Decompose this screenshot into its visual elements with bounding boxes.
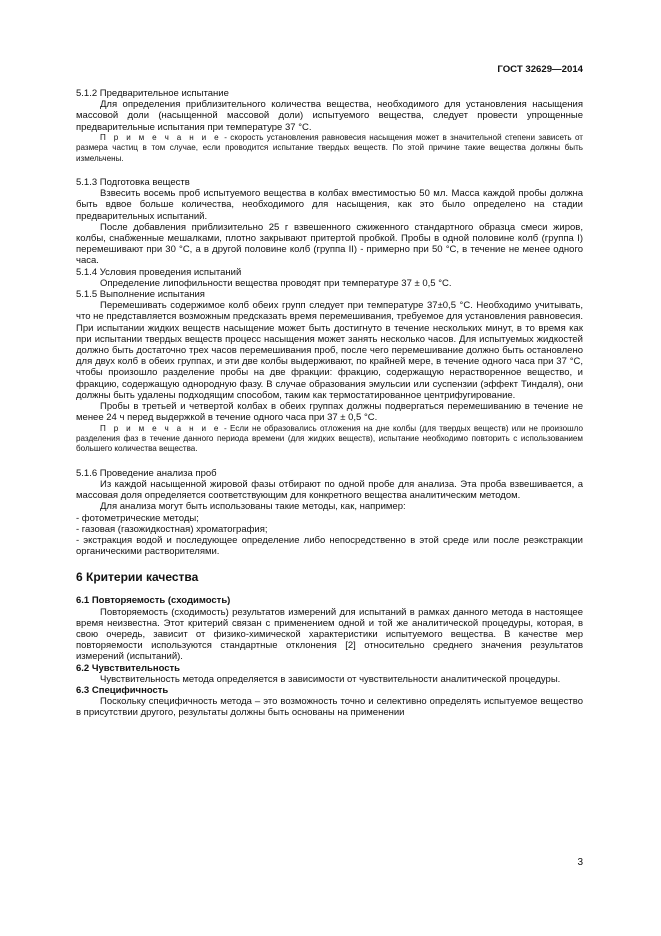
section-6-heading: 6 Критерии качества bbox=[76, 570, 199, 585]
section-5-1-4-title: 5.1.4 Условия проведения испытаний bbox=[76, 266, 242, 278]
section-5-1-2-text: Для определения приблизительного количества вещества, необходимого для установления насыщения массовой доли (насыщенной массовой доли) испытуемого вещества, следует провести упрощенные предварительные испытания при температуре 37 °С. bbox=[76, 99, 583, 133]
section-5-1-5-text-2: Пробы в третьей и четвертой колбах в обеих группах должны подвергаться перемешиванию в течение не менее 24 ч перед выдержкой в течение одного часа при 37 ± 0,5 °С. bbox=[76, 401, 583, 424]
section-6-1-heading: 6.1 Повторяемость (сходимость) bbox=[76, 595, 231, 607]
section-5-1-6-text-2: Для анализа могут быть использованы такие методы, как, например: bbox=[100, 501, 406, 513]
note-text: - Если не образовались отложения на дне колбы (для твердых веществ) или не произошло разделения фаз в течение данного периода времени (для жидких веществ), испытание необходимо повторить с использованием большего количества вещества. bbox=[76, 423, 583, 454]
section-6-3-heading: 6.3 Специфичность bbox=[76, 684, 169, 696]
page-number: 3 bbox=[577, 857, 583, 868]
section-6-1-text: Повторяемость (сходимость) результатов измерений для испытаний в рамках данного метода в настоящее время неизвестна. Этот критерий связан с применением одной и той же аналитической процедуры, которая, в свою очередь, зависит от физико-химической характеристики испытуемого вещества. В качестве мер повторяемости используются стандартные отклонения [2] относительно среднего значения результатов измерений (испытаний). bbox=[76, 606, 583, 663]
spacer bbox=[76, 584, 583, 595]
page-content bbox=[76, 88, 583, 719]
note-text: - скорость установления равновесия насыщения может в значительной степени зависеть от размера частиц в том случае, если проводится испытание твердых веществ. По этой причине такие вещества должны быть измельчены. bbox=[76, 132, 583, 163]
document-code: ГОСТ 32629—2014 bbox=[497, 64, 583, 75]
section-5-1-2-title: 5.1.2 Предварительное испытание bbox=[76, 88, 229, 99]
spacer bbox=[76, 557, 583, 570]
section-5-1-5-note bbox=[76, 424, 583, 455]
section-5-1-3-text-2: После добавления приблизительно 25 г взвешенного сжиженного стандартного образца смеси жиров, колбы, снабженные мешалками, плотно закрывают притертой пробкой. Пробы в одной половине колб (группа I) перемешивают при 30 °С, а в другой половине колб (группа II) - примерно при 50 °С, в течение не менее одного часа. bbox=[76, 221, 583, 267]
section-5-1-3-title: 5.1.3 Подготовка веществ bbox=[76, 177, 190, 189]
section-5-1-6-text-1: Из каждой насыщенной жировой фазы отбирают по одной пробе для анализа. Эта проба взвешивается, а массовая доля определяется соответствующим для конкретного вещества аналитическим методом. bbox=[76, 478, 583, 502]
section-6-2-text: Чувствительность метода определяется в зависимости от чувствительности аналитической процедуры. bbox=[100, 673, 561, 685]
list-item: - газовая (газожидкостная) хроматография; bbox=[76, 523, 268, 535]
list-item: - экстракция водой и последующее определение либо непосредственно в этой среде или после реэкстракции органическими растворителями. bbox=[76, 534, 583, 558]
section-5-1-6-title: 5.1.6 Проведение анализа проб bbox=[76, 467, 217, 479]
list-item: - фотометрические методы; bbox=[76, 512, 199, 524]
section-5-1-5-text-1: Перемешивать содержимое колб обеих групп следует при температуре 37±0,5 °С. Необходимо учитывать, что не представляется возможным предсказать время перемешивания, требуемое для установления равновесия. При испытании жидких веществ насыщение может быть достигнуто в течение нескольких минут, в то время как при испытании твердых веществ процесс насыщения может занять несколько часов. Для испытуемых жидкостей должно быть достаточно трех часов перемешивания проб, после чего перемешивание должно быть остановлено для двух колб в обеих группах, и эти две колбы выдерживают, по крайней мере, в течение одного часа при 37 °С, чтобы произошло разделение пробы на две фракции: фракцию, содержащую нерастворенное вещество, и фракцию, содержащую однородную фазу. В случае образования эмульсии или суспензии (эффект Тиндаля), они должны быть удалены подходящим способом, таким как термостатированное центрифугирование. bbox=[76, 300, 583, 401]
section-6-2-heading: 6.2 Чувствительность bbox=[76, 662, 181, 674]
section-5-1-2-note bbox=[76, 133, 583, 164]
spacer bbox=[76, 164, 583, 177]
section-6-3-text: Поскольку специфичность метода – это возможность точно и селективно определять испытуемое вещество в присутствии другого, результаты должны быть основаны на применении bbox=[76, 696, 583, 719]
note-label: П р и м е ч а н и е bbox=[100, 423, 221, 433]
note-label: П р и м е ч а н и е bbox=[100, 132, 221, 142]
section-5-1-3-text-1: Взвесить восемь проб испытуемого вещества в колбах вместимостью 50 мл. Масса каждой пробы должна быть вдвое больше количества, необходимого для насыщения, как это было определено на стадии предварительных испытаний. bbox=[76, 188, 583, 222]
section-5-1-4-text: Определение липофильности вещества проводят при температуре 37 ± 0,5 °С. bbox=[100, 277, 452, 289]
spacer bbox=[76, 455, 583, 468]
section-5-1-5-title: 5.1.5 Выполнение испытания bbox=[76, 289, 205, 301]
